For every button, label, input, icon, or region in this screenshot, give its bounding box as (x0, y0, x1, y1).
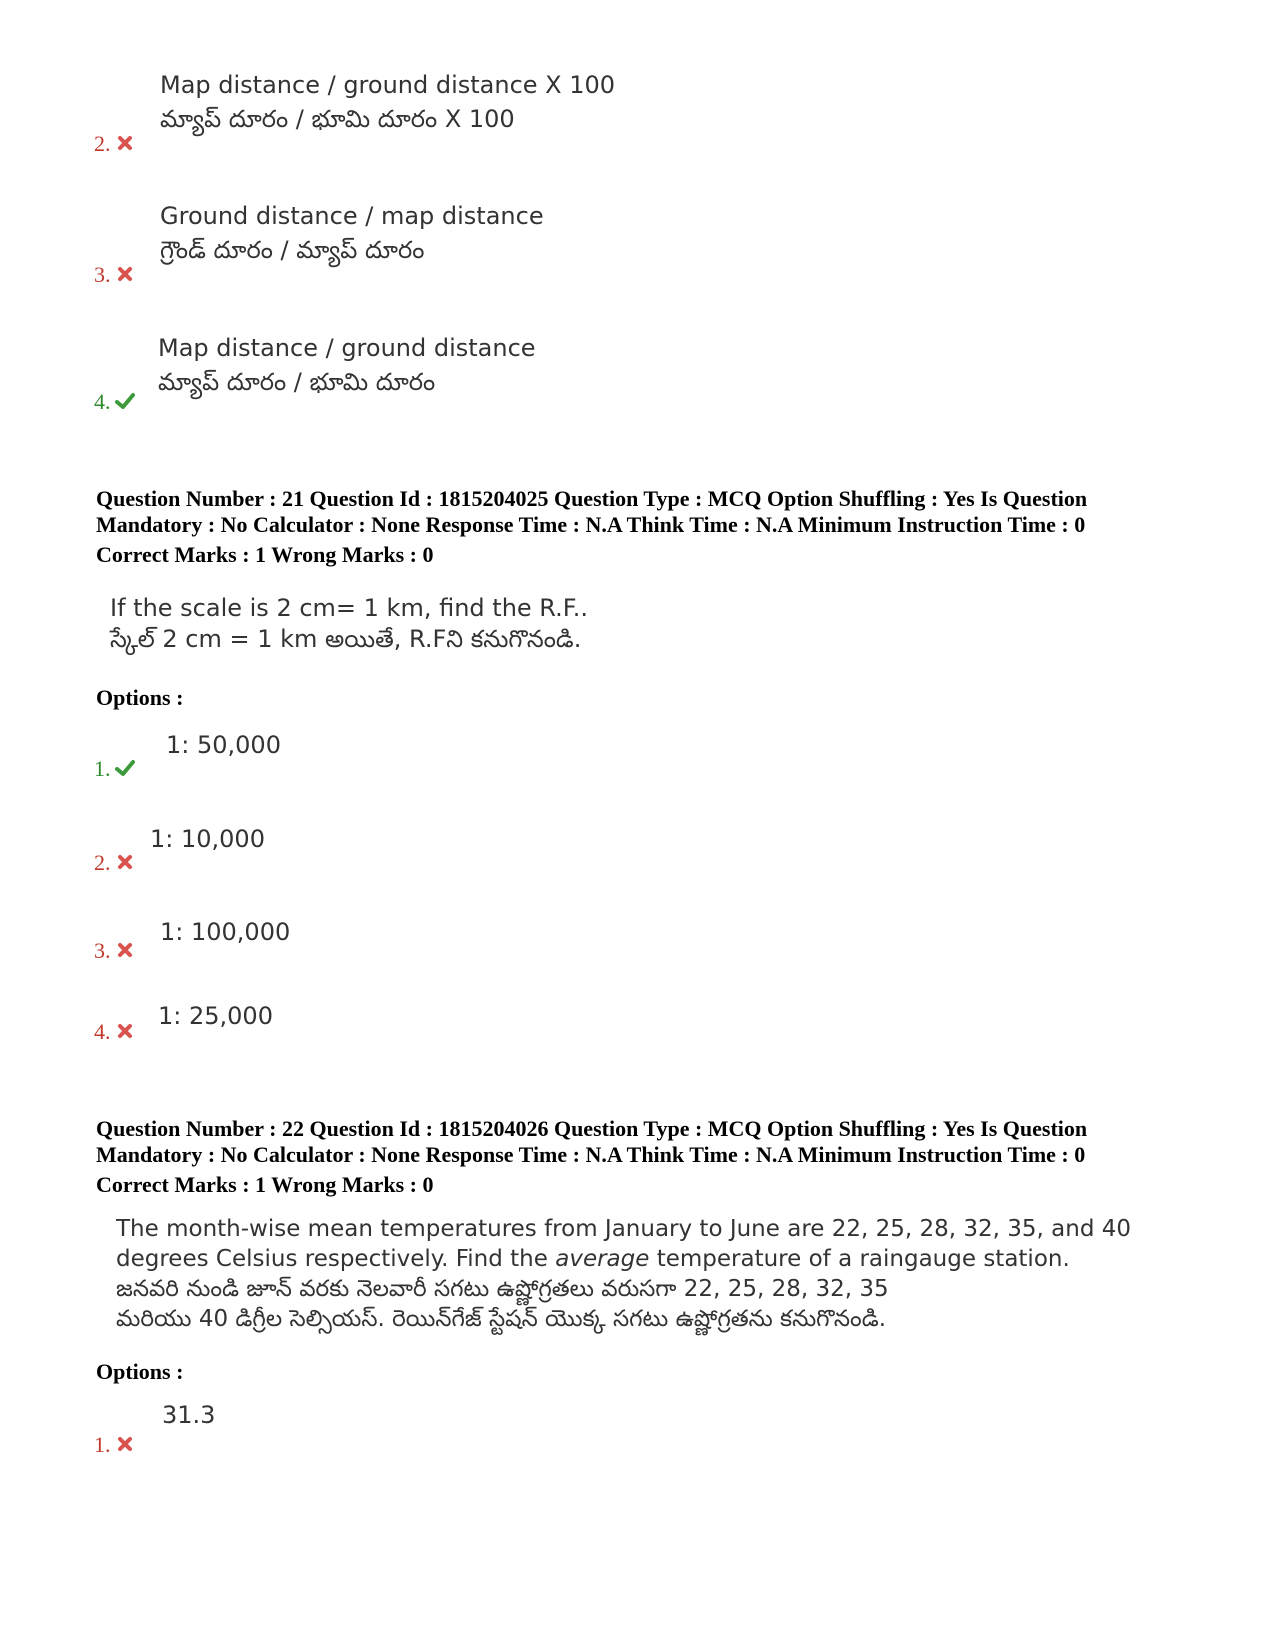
option-number: 3. (94, 262, 111, 287)
question-text-emphasis: average (555, 1246, 650, 1272)
option-3-marker (94, 263, 135, 287)
option-text-english: Ground distance / map distance (160, 202, 544, 230)
option-number: 2. (94, 131, 111, 156)
option-text-english: Map distance / ground distance X 100 (160, 71, 616, 99)
cross-icon (115, 1434, 135, 1454)
question-meta-line: Question Number : 21 Question Id : 1815204025 Question Type : MCQ Option Shuffling : Yes Is Question (96, 486, 1088, 511)
q21-option-4-marker (94, 1020, 135, 1044)
q21-option-1-text: 1: 50,000 (166, 731, 281, 759)
question-text-segment: temperature of a raingauge station. (649, 1246, 1070, 1272)
q22-option-1-text: 31.3 (162, 1401, 216, 1429)
question-marks-line: Correct Marks : 1 Wrong Marks : 0 (96, 542, 434, 567)
option-text-telugu: మ్యాప్ దూరం / భూమి దూరం X 100 (160, 105, 515, 133)
option-4-marker (94, 390, 135, 414)
options-label: Options : (96, 1359, 184, 1384)
cross-icon (115, 1021, 135, 1041)
q22-option-1-marker (94, 1433, 135, 1457)
question-text-telugu: స్కేల్ 2 cm = 1 km అయితే, R.Fని కనుగొనండి. (110, 625, 582, 653)
q21-option-2-text: 1: 10,000 (150, 825, 265, 853)
q21-option-3-text: 1: 100,000 (160, 918, 291, 946)
option-number: 1. (94, 756, 111, 781)
question-text-english-line: The month-wise mean temperatures from January to June are 22, 25, 28, 32, 35, and 40 (116, 1216, 1132, 1242)
cross-icon (115, 852, 135, 872)
q21-option-4-text: 1: 25,000 (158, 1002, 273, 1030)
question-text-segment: degrees Celsius respectively. Find the (116, 1246, 556, 1272)
question-meta-line: Mandatory : No Calculator : None Response Time : N.A Think Time : N.A Minimum Instruction Time : 0 (96, 1142, 1086, 1167)
question-text-english-line (116, 1244, 1131, 1274)
option-4-text (158, 331, 536, 399)
option-3-text (160, 199, 544, 267)
question-meta-line: Mandatory : No Calculator : None Response Time : N.A Think Time : N.A Minimum Instruction Time : 0 (96, 512, 1086, 537)
question-22-meta (96, 1116, 1216, 1198)
question-text-english: If the scale is 2 cm= 1 km, find the R.F.. (110, 594, 588, 622)
option-number: 2. (94, 850, 111, 875)
option-text-english: Map distance / ground distance (158, 334, 536, 362)
q21-option-3-marker (94, 939, 135, 963)
option-number: 4. (94, 1019, 111, 1044)
option-number: 3. (94, 938, 111, 963)
option-2-text (160, 68, 615, 136)
question-21-text (110, 593, 588, 655)
option-number: 4. (94, 389, 111, 414)
question-meta-line: Question Number : 22 Question Id : 1815204026 Question Type : MCQ Option Shuffling : Yes Is Question (96, 1116, 1088, 1141)
cross-icon (115, 940, 135, 960)
checkmark-icon (115, 758, 135, 778)
option-number: 1. (94, 1432, 111, 1457)
options-label: Options : (96, 685, 184, 710)
question-21-meta (96, 486, 1216, 568)
checkmark-icon (115, 391, 135, 411)
question-22-text (116, 1214, 1131, 1334)
q21-option-2-marker (94, 851, 135, 875)
option-text-telugu: గ్రౌండ్ దూరం / మ్యాప్ దూరం (160, 236, 425, 264)
option-text-telugu: మ్యాప్ దూరం / భూమి దూరం (158, 368, 436, 396)
question-marks-line: Correct Marks : 1 Wrong Marks : 0 (96, 1172, 434, 1197)
cross-icon (115, 133, 135, 153)
question-text-telugu-line: మరియు 40 డిగ్రీల సెల్సియస్. రెయిన్‌గేజ్ స్టేషన్ యొక్క సగటు ఉష్ణోగ్రతను కనుగొనండి. (116, 1306, 887, 1332)
option-2-marker (94, 132, 135, 156)
q21-option-1-marker (94, 757, 135, 781)
question-text-telugu-line: జనవరి నుండి జూన్ వరకు నెలవారీ సగటు ఉష్ణోగ్రతలు వరుసగా 22, 25, 28, 32, 35 (116, 1276, 889, 1302)
cross-icon (115, 264, 135, 284)
